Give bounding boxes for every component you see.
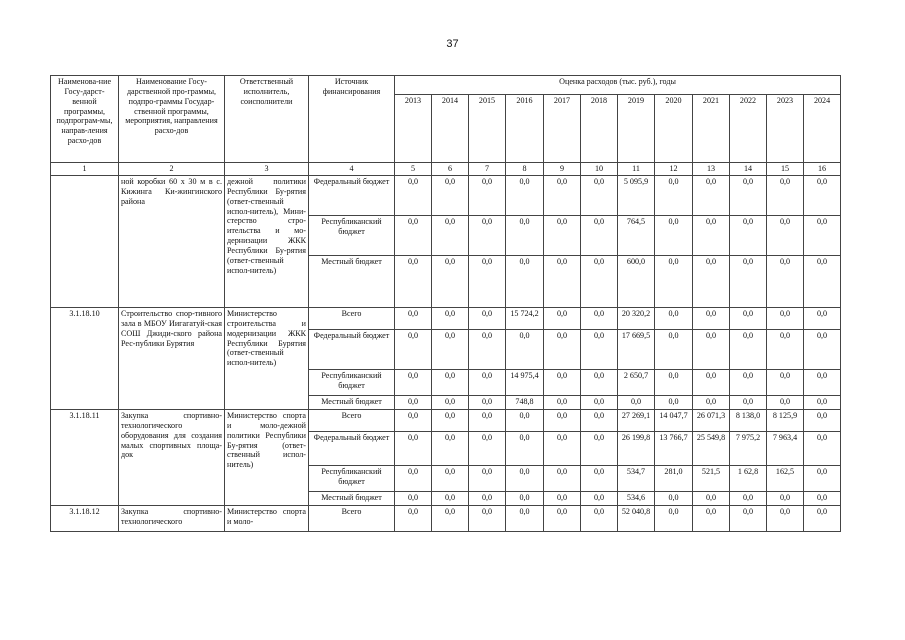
value-cell: 0,0 xyxy=(581,308,618,330)
value-cell: 0,0 xyxy=(804,370,841,396)
value-cell: 0,0 xyxy=(395,432,432,466)
value-cell: 27 269,1 xyxy=(618,410,655,432)
row-executor: дежной политики Республики Бу-рятия (ответ-ственный испол-нитель), Мини-стерство стро-ительства и мо-дернизации ЖКК Республики Бу-рятия (ответ-ственный испол-нитель) xyxy=(225,176,309,308)
value-cell: 0,0 xyxy=(804,466,841,492)
value-cell: 0,0 xyxy=(655,370,693,396)
header-estimate: Оценка расходов (тыс. руб.), годы xyxy=(395,76,841,95)
column-number-cell: 9 xyxy=(544,163,581,176)
column-number-cell: 16 xyxy=(804,163,841,176)
value-cell: 14 975,4 xyxy=(506,370,544,396)
header-row xyxy=(51,76,841,95)
year-header-cell: 2018 xyxy=(581,95,618,163)
header-funding-source: Источник финансирования xyxy=(309,76,395,163)
value-cell: 0,0 xyxy=(469,330,506,370)
row-code: 3.1.18.10 xyxy=(51,308,119,410)
value-cell: 26 199,8 xyxy=(618,432,655,466)
value-cell: 0,0 xyxy=(693,330,730,370)
value-cell: 0,0 xyxy=(469,216,506,256)
budget-table xyxy=(50,75,841,532)
value-cell: 0,0 xyxy=(693,506,730,532)
value-cell: 0,0 xyxy=(730,396,767,410)
year-header-cell: 2020 xyxy=(655,95,693,163)
value-cell: 0,0 xyxy=(544,432,581,466)
row-code: 3.1.18.11 xyxy=(51,410,119,506)
value-cell: 0,0 xyxy=(432,432,469,466)
table-row xyxy=(51,308,841,330)
value-cell: 0,0 xyxy=(395,506,432,532)
value-cell: 0,0 xyxy=(804,256,841,308)
column-number-cell: 12 xyxy=(655,163,693,176)
value-cell: 764,5 xyxy=(618,216,655,256)
year-header-cell: 2015 xyxy=(469,95,506,163)
value-cell: 14 047,7 xyxy=(655,410,693,432)
value-cell: 0,0 xyxy=(506,466,544,492)
value-cell: 0,0 xyxy=(655,256,693,308)
value-cell: 0,0 xyxy=(581,410,618,432)
value-cell: 0,0 xyxy=(804,506,841,532)
value-cell: 0,0 xyxy=(767,176,804,216)
value-cell: 0,0 xyxy=(432,216,469,256)
value-cell: 13 766,7 xyxy=(655,432,693,466)
value-cell: 0,0 xyxy=(469,410,506,432)
value-cell: 0,0 xyxy=(544,216,581,256)
value-cell: 0,0 xyxy=(395,176,432,216)
value-cell: 0,0 xyxy=(581,176,618,216)
value-cell: 0,0 xyxy=(506,256,544,308)
value-cell: 52 040,8 xyxy=(618,506,655,532)
value-cell: 0,0 xyxy=(730,492,767,506)
value-cell: 25 549,8 xyxy=(693,432,730,466)
value-cell: 521,5 xyxy=(693,466,730,492)
value-cell: 0,0 xyxy=(432,506,469,532)
row-funding-source: Всего xyxy=(309,410,395,432)
value-cell: 0,0 xyxy=(804,216,841,256)
value-cell: 0,0 xyxy=(544,308,581,330)
row-funding-source: Федеральный бюджет xyxy=(309,330,395,370)
value-cell: 534,6 xyxy=(618,492,655,506)
value-cell: 0,0 xyxy=(544,256,581,308)
value-cell: 7 975,2 xyxy=(730,432,767,466)
row-measure-name: ной коробки 60 х 30 м в с. Кижинга Ки-жингинского района xyxy=(119,176,225,308)
value-cell: 0,0 xyxy=(693,370,730,396)
value-cell: 0,0 xyxy=(506,506,544,532)
year-header-cell: 2013 xyxy=(395,95,432,163)
value-cell: 0,0 xyxy=(395,216,432,256)
column-number-cell: 4 xyxy=(309,163,395,176)
row-funding-source: Федеральный бюджет xyxy=(309,176,395,216)
value-cell: 0,0 xyxy=(544,466,581,492)
value-cell: 0,0 xyxy=(432,256,469,308)
value-cell: 0,0 xyxy=(544,410,581,432)
header-program-name: Наименова-ние Госу-дарст-венной программы, подпрограм-мы, направ-ления расхо-дов xyxy=(51,76,119,163)
row-funding-source: Местный бюджет xyxy=(309,492,395,506)
value-cell: 0,0 xyxy=(469,432,506,466)
value-cell: 0,0 xyxy=(655,330,693,370)
value-cell: 0,0 xyxy=(730,176,767,216)
column-number-cell: 8 xyxy=(506,163,544,176)
value-cell: 0,0 xyxy=(432,176,469,216)
value-cell: 0,0 xyxy=(469,256,506,308)
value-cell: 0,0 xyxy=(432,492,469,506)
value-cell: 534,7 xyxy=(618,466,655,492)
value-cell: 0,0 xyxy=(395,370,432,396)
value-cell: 20 320,2 xyxy=(618,308,655,330)
value-cell: 0,0 xyxy=(730,308,767,330)
row-funding-source: Республиканский бюджет xyxy=(309,216,395,256)
value-cell: 0,0 xyxy=(544,176,581,216)
value-cell: 0,0 xyxy=(767,308,804,330)
table-row xyxy=(51,410,841,432)
value-cell: 0,0 xyxy=(767,370,804,396)
value-cell: 0,0 xyxy=(544,492,581,506)
row-funding-source: Федеральный бюджет xyxy=(309,432,395,466)
value-cell: 0,0 xyxy=(804,410,841,432)
value-cell: 0,0 xyxy=(581,432,618,466)
year-header-cell: 2021 xyxy=(693,95,730,163)
value-cell: 0,0 xyxy=(581,330,618,370)
value-cell: 15 724,2 xyxy=(506,308,544,330)
year-header-cell: 2019 xyxy=(618,95,655,163)
value-cell: 0,0 xyxy=(804,308,841,330)
value-cell: 0,0 xyxy=(395,308,432,330)
table-body xyxy=(51,176,841,532)
value-cell: 748,8 xyxy=(506,396,544,410)
row-executor: Министерство строительства и модернизации ЖКК Республики Бурятия (ответ-ственный испол-нитель) xyxy=(225,308,309,410)
value-cell: 0,0 xyxy=(432,330,469,370)
column-number-cell: 15 xyxy=(767,163,804,176)
value-cell: 0,0 xyxy=(544,370,581,396)
value-cell: 0,0 xyxy=(544,396,581,410)
year-header-cell: 2016 xyxy=(506,95,544,163)
column-number-cell: 2 xyxy=(119,163,225,176)
value-cell: 0,0 xyxy=(804,396,841,410)
value-cell: 0,0 xyxy=(544,506,581,532)
value-cell: 0,0 xyxy=(581,492,618,506)
value-cell: 0,0 xyxy=(767,216,804,256)
value-cell: 8 138,0 xyxy=(730,410,767,432)
value-cell: 281,0 xyxy=(655,466,693,492)
row-funding-source: Местный бюджет xyxy=(309,396,395,410)
value-cell: 0,0 xyxy=(804,330,841,370)
value-cell: 0,0 xyxy=(506,432,544,466)
value-cell: 0,0 xyxy=(693,396,730,410)
value-cell: 0,0 xyxy=(395,410,432,432)
value-cell: 7 963,4 xyxy=(767,432,804,466)
value-cell: 0,0 xyxy=(469,466,506,492)
value-cell: 0,0 xyxy=(693,216,730,256)
row-measure-name: Строительство спор-тивного зала в МБОУ Иигагатуй-ская СОШ Джиди-ского района Рес-публики Бурятия xyxy=(119,308,225,410)
row-code: 3.1.18.12 xyxy=(51,506,119,532)
row-measure-name: Закупка спортивно-технологического xyxy=(119,506,225,532)
value-cell: 0,0 xyxy=(581,466,618,492)
value-cell: 0,0 xyxy=(581,216,618,256)
column-number-cell: 13 xyxy=(693,163,730,176)
value-cell: 0,0 xyxy=(506,176,544,216)
row-funding-source: Местный бюджет xyxy=(309,256,395,308)
value-cell: 0,0 xyxy=(395,492,432,506)
value-cell: 5 095,9 xyxy=(618,176,655,216)
page-number: 37 xyxy=(446,38,459,50)
value-cell: 0,0 xyxy=(469,370,506,396)
value-cell: 0,0 xyxy=(432,308,469,330)
year-header-cell: 2024 xyxy=(804,95,841,163)
value-cell: 0,0 xyxy=(730,370,767,396)
value-cell: 0,0 xyxy=(581,370,618,396)
value-cell: 1 62,8 xyxy=(730,466,767,492)
value-cell: 0,0 xyxy=(804,176,841,216)
value-cell: 0,0 xyxy=(693,176,730,216)
value-cell: 26 071,3 xyxy=(693,410,730,432)
value-cell: 0,0 xyxy=(395,396,432,410)
header-program-title: Наименование Госу-дарственной про-граммы, подпро-граммы Государ-ственной программы, мероприятия, направления расхо-дов xyxy=(119,76,225,163)
column-number-cell: 6 xyxy=(432,163,469,176)
column-number-cell: 3 xyxy=(225,163,309,176)
header-executor: Ответственный исполнитель, соисполнители xyxy=(225,76,309,163)
value-cell: 0,0 xyxy=(469,396,506,410)
value-cell: 0,0 xyxy=(432,396,469,410)
value-cell: 0,0 xyxy=(730,330,767,370)
row-executor: Министерство спорта и моло-дежной политики Республики Бу-рятия (ответ-ственный испол-нитель) xyxy=(225,410,309,506)
value-cell: 0,0 xyxy=(395,466,432,492)
value-cell: 0,0 xyxy=(767,330,804,370)
value-cell: 0,0 xyxy=(655,492,693,506)
row-funding-source: Республиканский бюджет xyxy=(309,466,395,492)
value-cell: 0,0 xyxy=(804,492,841,506)
column-number-cell: 1 xyxy=(51,163,119,176)
value-cell: 0,0 xyxy=(506,410,544,432)
column-number-cell: 11 xyxy=(618,163,655,176)
value-cell: 2 650,7 xyxy=(618,370,655,396)
value-cell: 0,0 xyxy=(730,256,767,308)
year-header-cell: 2022 xyxy=(730,95,767,163)
value-cell: 0,0 xyxy=(432,370,469,396)
value-cell: 0,0 xyxy=(804,432,841,466)
value-cell: 0,0 xyxy=(655,308,693,330)
value-cell: 0,0 xyxy=(655,176,693,216)
column-number-cell: 7 xyxy=(469,163,506,176)
value-cell: 0,0 xyxy=(432,410,469,432)
row-code xyxy=(51,176,119,308)
table-row xyxy=(51,176,841,216)
value-cell: 0,0 xyxy=(693,492,730,506)
row-measure-name: Закупка спортивно-технологического оборудования для создания малых спортивных площа-док xyxy=(119,410,225,506)
value-cell: 0,0 xyxy=(655,396,693,410)
value-cell: 0,0 xyxy=(469,176,506,216)
value-cell: 0,0 xyxy=(469,308,506,330)
row-funding-source: Всего xyxy=(309,308,395,330)
value-cell: 0,0 xyxy=(469,506,506,532)
value-cell: 0,0 xyxy=(506,330,544,370)
value-cell: 0,0 xyxy=(730,506,767,532)
value-cell: 0,0 xyxy=(432,466,469,492)
value-cell: 0,0 xyxy=(767,396,804,410)
year-header-cell: 2017 xyxy=(544,95,581,163)
value-cell: 0,0 xyxy=(767,492,804,506)
value-cell: 0,0 xyxy=(767,506,804,532)
column-number-row xyxy=(51,163,841,176)
value-cell: 8 125,9 xyxy=(767,410,804,432)
year-header-cell: 2023 xyxy=(767,95,804,163)
row-funding-source: Республиканский бюджет xyxy=(309,370,395,396)
value-cell: 0,0 xyxy=(730,216,767,256)
value-cell: 600,0 xyxy=(618,256,655,308)
value-cell: 0,0 xyxy=(395,330,432,370)
column-number-cell: 10 xyxy=(581,163,618,176)
value-cell: 0,0 xyxy=(469,492,506,506)
value-cell: 0,0 xyxy=(506,216,544,256)
value-cell: 0,0 xyxy=(655,216,693,256)
value-cell: 0,0 xyxy=(544,330,581,370)
value-cell: 0,0 xyxy=(693,256,730,308)
year-header-cell: 2014 xyxy=(432,95,469,163)
value-cell: 0,0 xyxy=(581,396,618,410)
value-cell: 0,0 xyxy=(506,492,544,506)
value-cell: 17 669,5 xyxy=(618,330,655,370)
value-cell: 0,0 xyxy=(655,506,693,532)
value-cell: 162,5 xyxy=(767,466,804,492)
value-cell: 0,0 xyxy=(693,308,730,330)
table-row xyxy=(51,506,841,532)
value-cell: 0,0 xyxy=(618,396,655,410)
value-cell: 0,0 xyxy=(395,256,432,308)
value-cell: 0,0 xyxy=(581,256,618,308)
column-number-cell: 14 xyxy=(730,163,767,176)
row-funding-source: Всего xyxy=(309,506,395,532)
column-number-cell: 5 xyxy=(395,163,432,176)
value-cell: 0,0 xyxy=(581,506,618,532)
row-executor: Министерство спорта и моло- xyxy=(225,506,309,532)
value-cell: 0,0 xyxy=(767,256,804,308)
